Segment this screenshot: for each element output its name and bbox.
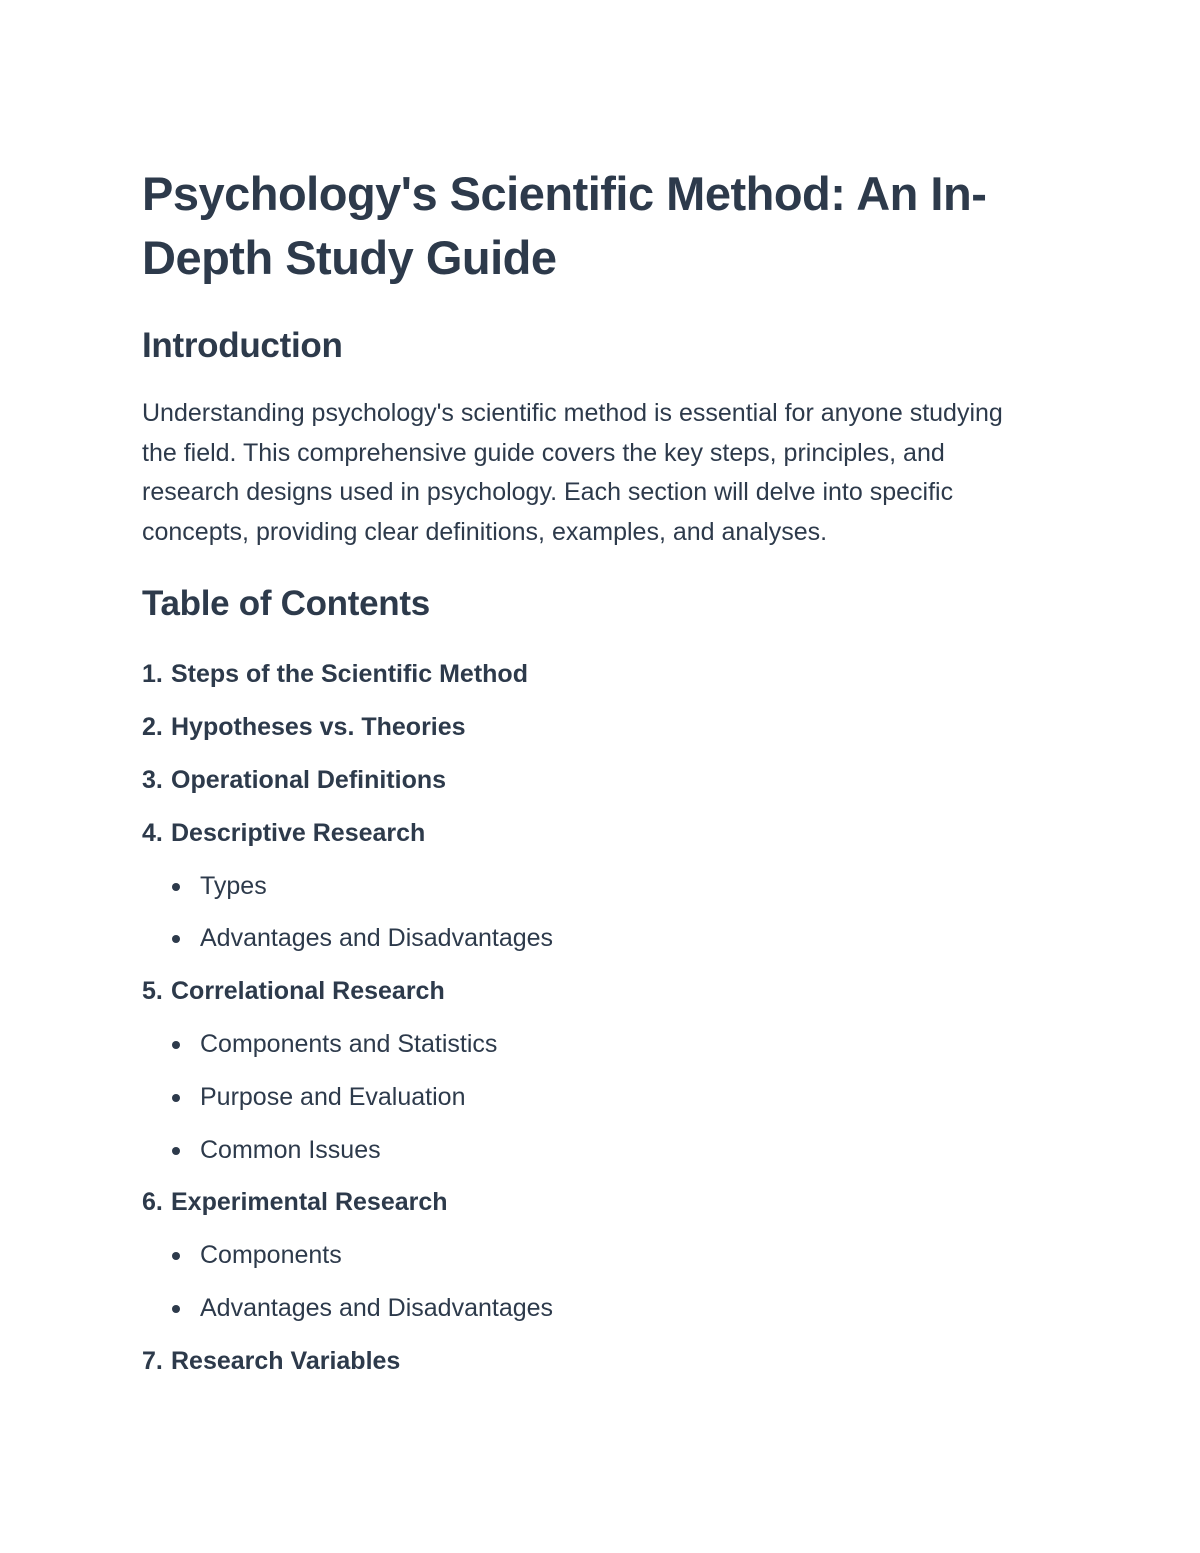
introduction-heading: Introduction bbox=[142, 326, 343, 365]
toc-subitem bbox=[142, 1124, 1042, 1177]
toc-item bbox=[142, 701, 1042, 754]
toc-item-number: 7. bbox=[142, 1346, 163, 1375]
toc-subitem-label: Types bbox=[200, 871, 267, 900]
toc-item-label: Hypotheses vs. Theories bbox=[171, 713, 466, 742]
toc-item bbox=[142, 1335, 1042, 1388]
toc-subitem bbox=[142, 912, 1042, 965]
bullet-icon bbox=[172, 935, 180, 943]
toc-subitem bbox=[142, 1229, 1042, 1282]
bullet-icon bbox=[172, 1094, 180, 1102]
document-page bbox=[142, 162, 1042, 1388]
toc-subitem-label: Advantages and Disadvantages bbox=[200, 1293, 554, 1322]
bullet-icon bbox=[172, 1252, 180, 1260]
toc-subitem-label: Purpose and Evaluation bbox=[200, 1082, 466, 1111]
toc-sublist bbox=[142, 860, 1042, 966]
toc-item-label: Operational Definitions bbox=[171, 765, 447, 794]
toc-subitem-label: Advantages and Disadvantages bbox=[200, 924, 554, 953]
table-of-contents-list bbox=[142, 648, 1042, 1387]
toc-item-number: 6. bbox=[142, 1188, 163, 1217]
toc-subitem bbox=[142, 1282, 1042, 1335]
table-of-contents-heading: Table of Contents bbox=[142, 584, 430, 624]
toc-subitem-label: Components bbox=[200, 1241, 342, 1270]
toc-subitem bbox=[142, 860, 1042, 913]
toc-item-number: 4. bbox=[142, 818, 163, 847]
introduction-paragraph: Understanding psychology's scientific method is essential for anyone studying the field. This comprehensive guide covers the key steps, principles, and research designs used in psychology. Each section will delve into specific concepts, providing clear definitions, examples, and analyses. bbox=[142, 399, 1003, 546]
bullet-icon bbox=[172, 1147, 180, 1155]
toc-item-label: Descriptive Research bbox=[171, 818, 426, 847]
toc-subitem-label: Common Issues bbox=[200, 1135, 381, 1164]
bullet-icon bbox=[172, 1041, 180, 1049]
toc-item-number: 3. bbox=[142, 765, 163, 794]
toc-sublist bbox=[142, 1018, 1042, 1176]
toc-item-number: 5. bbox=[142, 977, 163, 1006]
toc-item-label: Research Variables bbox=[171, 1346, 401, 1375]
toc-item bbox=[142, 807, 1042, 965]
toc-sublist bbox=[142, 1229, 1042, 1335]
bullet-icon bbox=[172, 1305, 180, 1313]
toc-subitem bbox=[142, 1018, 1042, 1071]
toc-item-label: Experimental Research bbox=[171, 1188, 448, 1217]
toc-item-number: 2. bbox=[142, 713, 163, 742]
toc-item-label: Steps of the Scientific Method bbox=[171, 660, 528, 689]
toc-subitem-label: Components and Statistics bbox=[200, 1029, 498, 1058]
toc-item bbox=[142, 1176, 1042, 1334]
toc-item bbox=[142, 648, 1042, 701]
bullet-icon bbox=[172, 883, 180, 891]
page-title: Psychology's Scientific Method: An In-Depth Study Guide bbox=[142, 167, 987, 284]
toc-item bbox=[142, 754, 1042, 807]
toc-item-label: Correlational Research bbox=[171, 977, 445, 1006]
toc-subitem bbox=[142, 1071, 1042, 1124]
toc-item bbox=[142, 965, 1042, 1176]
toc-item-number: 1. bbox=[142, 660, 163, 689]
